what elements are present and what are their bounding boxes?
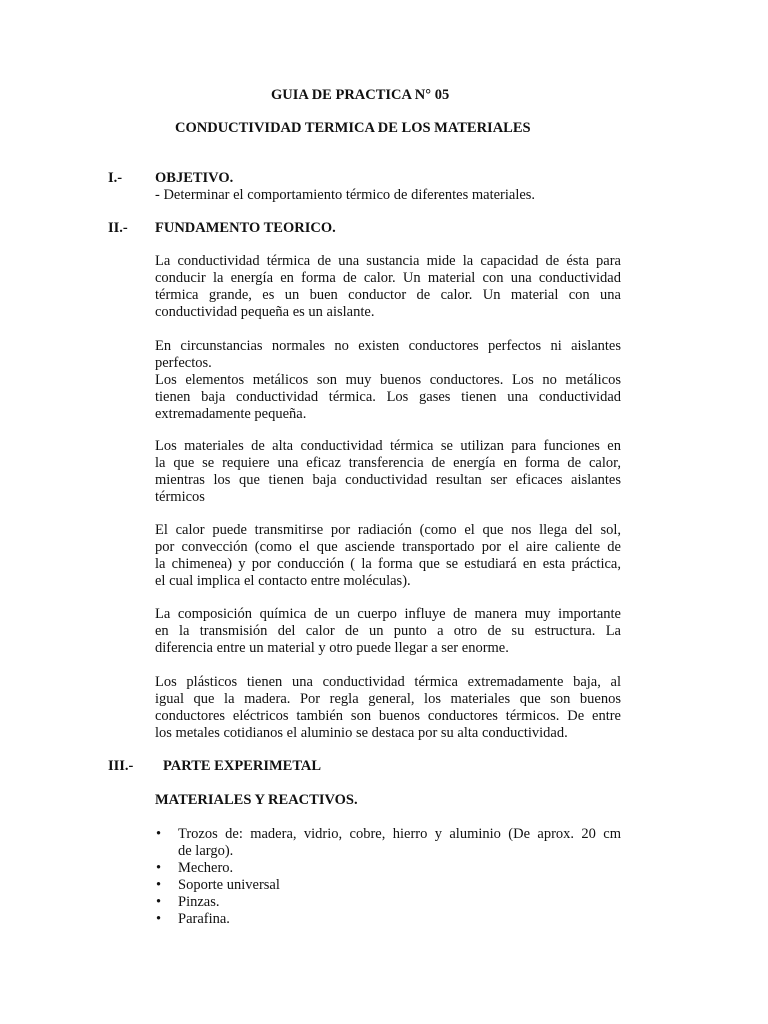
document-subtitle: CONDUCTIVIDAD TERMICA DE LOS MATERIALES — [175, 120, 531, 136]
paragraph-2 — [155, 338, 621, 423]
paragraph-3 — [155, 438, 621, 506]
paragraph-line: térmica grande, es un buen conductor de calor. Un material con una — [155, 287, 621, 303]
paragraph-line: el cual implica el contacto entre moléculas). — [155, 573, 411, 589]
paragraph-line: térmicos — [155, 489, 205, 505]
paragraph-line: en la transmisión del calor de un punto a otro de su estructura. La — [155, 623, 621, 639]
paragraph-1 — [155, 253, 621, 321]
paragraph-4 — [155, 522, 621, 590]
paragraph-line: En circunstancias normales no existen conductores perfectos ni aislantes — [155, 338, 621, 354]
objetivo-text: - Determinar el comportamiento térmico de diferentes materiales. — [155, 187, 536, 203]
paragraph-line: conductividad pequeña es un aislante. — [155, 304, 375, 320]
paragraph-line: la que se requiere una eficaz transferencia de energía en forma de calor, — [155, 455, 621, 471]
paragraph-line: igual que la madera. Por regla general, los materiales que son buenos — [155, 691, 621, 707]
paragraph-line: extremadamente pequeña. — [155, 406, 307, 422]
paragraph-line: Los elementos metálicos son muy buenos conductores. Los no metálicos — [155, 372, 621, 388]
section-number-fundamento: II.- — [108, 220, 128, 236]
list-item-line: Parafina. — [178, 911, 230, 927]
materials-list — [155, 826, 621, 928]
paragraph-line: la chimenea) y por conducción ( la forma que se estudiará en esta práctica, — [155, 556, 621, 572]
list-item — [155, 911, 621, 928]
paragraph-line: conductores eléctricos también son buenos conductores térmicos. De entre — [155, 708, 621, 724]
list-item — [155, 826, 621, 860]
paragraph-line: los metales cotidianos el aluminio se destaca por su alta conductividad. — [155, 725, 568, 741]
section-heading-objetivo: OBJETIVO. — [155, 170, 234, 186]
section-heading-parte: PARTE EXPERIMETAL — [163, 758, 322, 774]
paragraph-line: conducir la energía en forma de calor. Un material con una conductividad — [155, 270, 621, 286]
section-heading-fundamento: FUNDAMENTO TEORICO. — [155, 220, 336, 236]
list-item-line: Pinzas. — [178, 894, 220, 910]
document-title: GUIA DE PRACTICA N° 05 — [271, 87, 450, 103]
list-item-line: Soporte universal — [178, 877, 280, 893]
list-item — [155, 894, 621, 911]
paragraph-line: Los materiales de alta conductividad térmica se utilizan para funciones en — [155, 438, 621, 454]
paragraph-line: La composición química de un cuerpo influye de manera muy importante — [155, 606, 621, 622]
list-item — [155, 860, 621, 877]
bullet-icon: • — [156, 826, 162, 842]
paragraph-line: Los plásticos tienen una conductividad térmica extremadamente baja, al — [155, 674, 621, 690]
section-number-objetivo: I.- — [108, 170, 123, 186]
list-item-line: Trozos de: madera, vidrio, cobre, hierro y aluminio (De aprox. 20 cm — [178, 826, 621, 842]
bullet-icon: • — [156, 877, 162, 893]
materials-heading: MATERIALES Y REACTIVOS. — [155, 792, 358, 808]
paragraph-line: mientras los que tienen baja conductividad resultan ser eficaces aislantes — [155, 472, 621, 488]
list-item-line: de largo). — [178, 843, 234, 859]
paragraph-line: La conductividad térmica de una sustancia mide la capacidad de ésta para — [155, 253, 621, 269]
bullet-icon: • — [156, 860, 162, 876]
list-item — [155, 877, 621, 894]
paragraph-6 — [155, 674, 621, 742]
paragraph-line: tienen baja conductividad térmica. Los gases tienen una conductividad — [155, 389, 621, 405]
paragraph-line: por convección (como el que asciende transportado por el aire caliente de — [155, 539, 621, 555]
paragraph-line: diferencia entre un material y otro puede llegar a ser enorme. — [155, 640, 509, 656]
paragraph-line: perfectos. — [155, 355, 212, 371]
paragraph-line: El calor puede transmitirse por radiación (como el que nos llega del sol, — [155, 522, 621, 538]
bullet-icon: • — [156, 911, 162, 927]
paragraph-5 — [155, 606, 621, 657]
list-item-line: Mechero. — [178, 860, 234, 876]
section-number-parte: III.- — [108, 758, 134, 774]
bullet-icon: • — [156, 894, 162, 910]
